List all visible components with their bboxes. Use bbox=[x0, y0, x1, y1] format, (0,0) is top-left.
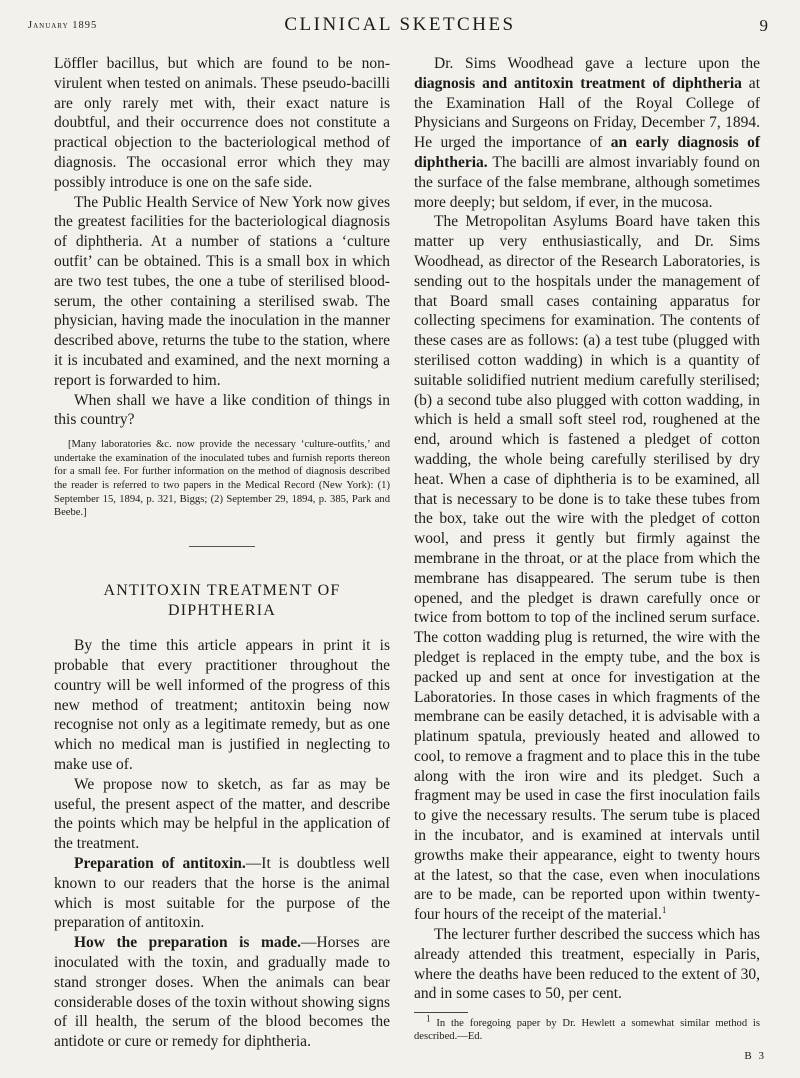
paragraph: When shall we have a like condition of things in this country? bbox=[54, 391, 390, 429]
paragraph bbox=[54, 854, 390, 933]
bracketed-note: [Many laboratories &c. now provide the necessary ‘culture-outfits,’ and undertake the examination of the inoculated tubes and furnish reports thereon for a small fee. For further information on the method of diagnosis described the reader is referred to two papers in the Medical Record (New York): (1) September 15, 1894, p. 321, Biggs; (2) September 29, 1894, p. 385, Park and Beebe.] bbox=[54, 439, 390, 519]
paragraph-text: at the Examination Hall of the Royal College of Physicians and Surgeons on Friday, December 7, 1894. He urged the importance of bbox=[414, 74, 760, 152]
footnote-rule bbox=[414, 1012, 468, 1013]
bold-phrase: diagnosis and antitoxin treatment of diphtheria bbox=[414, 74, 742, 92]
running-head-date: January 1895 bbox=[28, 20, 98, 31]
running-head-title: CLINICAL SKETCHES bbox=[284, 14, 516, 35]
paragraph-text: Dr. Sims Woodhead gave a lecture upon the bbox=[434, 55, 760, 72]
paragraph: The lecturer further described the success which has already attended this treatment, especially in Paris, where the deaths have been reduced to the extent of 30, and in some cases to 50, per cent. bbox=[414, 926, 760, 1003]
left-column bbox=[54, 54, 390, 1052]
right-column bbox=[414, 54, 760, 1043]
footnote-reference[interactable]: 1 bbox=[661, 905, 667, 916]
bold-phrase: an early diagnosis of diphtheria. bbox=[414, 134, 760, 171]
paragraph-text: —It is doubtless well known to our readers that the horse is the animal which is most suitable for the purpose of the preparation of antitoxin. bbox=[54, 855, 390, 932]
footnote-mark: 1 bbox=[426, 1013, 431, 1024]
footnote bbox=[414, 1013, 760, 1043]
paragraph: We propose now to sketch, as far as may be useful, the present aspect of the matter, and describe the points which may be helpful in the application of the treatment. bbox=[54, 775, 390, 853]
footnote-text: In the foregoing paper by Dr. Hewlett a somewhat similar method is described.—Ed. bbox=[414, 1018, 760, 1043]
signature-mark: B 3 bbox=[744, 1050, 766, 1062]
run-in-heading: How the preparation is made. bbox=[74, 934, 301, 952]
paragraph-text: —Horses are inoculated with the toxin, and gradually made to stand stronger doses. When the animals can bear considerable doses of the toxin without showing signs of ill health, the serum of the blood becomes the antidote or cure or remedy for diphtheria. bbox=[54, 934, 390, 1051]
paragraph bbox=[414, 212, 760, 925]
paragraph: By the time this article appears in print it is probable that every practitioner throughout the country will be well informed of the progress of this new method of treatment; antitoxin being now recognise not only as a legitimate remedy, but as one which no medical man is justified in neglecting to make use of. bbox=[54, 637, 390, 774]
paragraph: The Public Health Service of New York now gives the greatest facilities for the bacteriological diagnosis of diphtheria. At a number of stations a ‘culture outfit’ can be obtained. This is a small box in which are two test tubes, the one a tube of sterilised blood-serum, the other containing a sterilised swab. The physician, having made the inoculation in the manner described above, returns the tube to the station, where it is incubated and examined, and the next morning a report is forwarded to him. bbox=[54, 193, 390, 389]
section-divider bbox=[189, 546, 255, 547]
paragraph-text: The bacilli are almost invariably found on the surface of the false membrane, although sometimes more deeply; but seldom, if ever, in the mucosa. bbox=[414, 153, 760, 211]
paragraph bbox=[414, 54, 760, 212]
paragraph bbox=[54, 933, 390, 1052]
section-heading: ANTITOXIN TREATMENT OF DIPHTHERIA bbox=[103, 581, 341, 619]
page-number: 9 bbox=[759, 16, 768, 35]
paragraph-text: The Metropolitan Asylums Board have taken this matter up very enthusiastically, and Dr. Sims Woodhead, as director of the Research Laboratories, is sending out to the hospitals under the management of that Board small cases containing apparatus for collecting specimens for examination. The contents of these cases are as follows: (a) a test tube (plugged with sterilised cotton wadding) in which is a quantity of suitable solidified nutrient medium carefully sterilised; (b) a second tube also plugged with cotton wadding, in which is held a small soft steel rod, roughened at the end, around which is fastened a pledget of cotton wadding, the whole being carefully sterilised by dry heat. When a case of diphtheria is to be examined, all that is necessary to be done is to take these tubes from the box, take out the wire with the pledget of cotton wool, and press it gently but firmly against the membrane in the throat, or at the place from which the membrane has disappeared. The serum tube is then opened, and the pledget is drawn carefully once or twice from bottom to top of the inclined serum surface. The cotton wadding plug is returned, the wire with the pledget is replaced in the empty tube, and the box is packed up and sent at once for investigation at the Laboratories. In those cases in which fragments of the membrane can be easily detached, it is advisable with a platinum spatula, previously heated and allowed to cool, to remove a fragment and to place this in the tube along with the iron wire and its pledget. Such a fragment may be used in case the first inoculation fails to give the necessary results. The serum tube is placed in the incubator, and is examined at intervals until growths make their appearance, eight to twenty hours at the latest, so that the case, even when inoculations are to be made, can be reported upon within twenty-four hours of the receipt of the material. bbox=[414, 213, 760, 924]
run-in-heading: Preparation of antitoxin. bbox=[74, 855, 246, 873]
paragraph: Löffler bacillus, but which are found to be non-virulent when tested on animals. These pseudo-bacilli are only rarely met with, their exact nature is doubtful, and their occurrence does not constitute a practical objection to the bacteriological method of diagnosis. The occasional error which they may possibly introduce is one on the safe side. bbox=[54, 55, 390, 191]
